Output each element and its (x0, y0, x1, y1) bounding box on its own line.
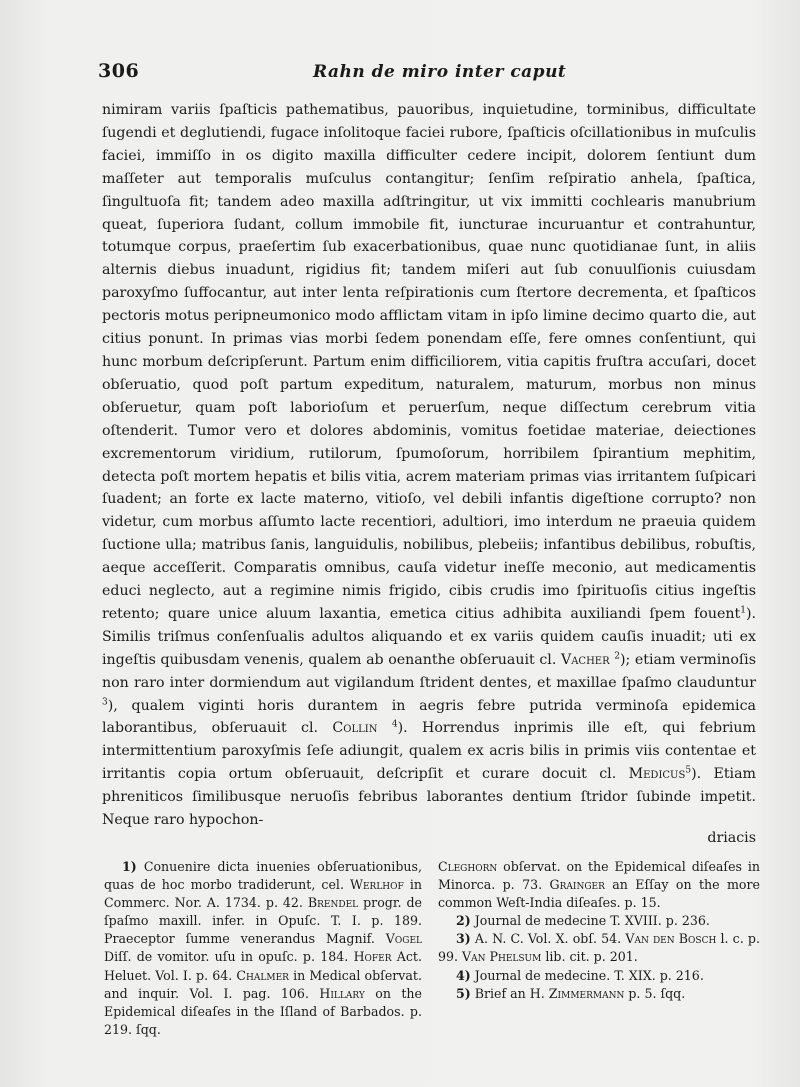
footnote-text: progr. de ſpaſmo maxill. infer. in Opuſc. T. I. p. 189. Praeceptor ſumme venerandus Magnif. (104, 895, 422, 947)
footnote-text: Act. Heluet. Vol. I. p. 64. (104, 949, 422, 983)
footnote-ref: 1 (740, 605, 746, 616)
author-name: Hillary (319, 985, 365, 1001)
author-name: Van den Bosch (625, 931, 717, 947)
footnote-ref: 3 (102, 696, 108, 707)
footnote-3 (438, 930, 760, 966)
footnote-text: Journal de medecine T. XVIII. p. 236. (474, 913, 710, 929)
main-text (102, 99, 756, 832)
footnote-text: on the Epidemical diſeaſes in the Iſland of Barbados. p. 219. ſqq. (104, 985, 422, 1037)
footnote-text: Diſſ. de vomitor. uſu in opuſc. p. 184. (104, 949, 349, 965)
footnote-4 (438, 967, 760, 985)
footnote-number: 3) (456, 931, 471, 947)
text-segment: ). Etiam phreniticos ſimilibusque neruoſis febribus laborantes dentium ſtridor ſubinde impetit. Neque raro hypochon- (102, 766, 756, 829)
author-name: Cleghorn (438, 859, 498, 874)
footnote-text: an Eſſay on the more common Weſt-India diſeaſes. p. 15. (438, 877, 760, 911)
author-name: Medicus (628, 766, 686, 783)
author-name: Brendel (307, 895, 359, 911)
footnote-text: l. c. p. 99. (438, 931, 760, 965)
page-number: 306 (98, 60, 140, 82)
footnote-1 (104, 858, 422, 1039)
footnote-1-continued (438, 858, 760, 912)
author-name: Werlhof (350, 877, 404, 893)
text-segment: ); etiam verminoſis non raro inter dormiendum aut vigilandum ſtrident dentes, et maxillae ſpaſmo clauduntur (102, 651, 756, 691)
footnote-text: lib. cit. p. 201. (545, 949, 638, 965)
footnote-text: A. N. C. Vol. X. obſ. 54. (474, 931, 622, 947)
running-title: Rahn de miro inter caput (313, 62, 567, 82)
author-name: Vogel (385, 931, 422, 947)
footnote-ref: 4 (391, 719, 398, 730)
text-segment: ), qualem viginti horis durantem in aegris febre putrida verminoſa epidemica laborantibus, obſeruauit cl. (102, 697, 756, 737)
footnotes-right-column (438, 858, 760, 1003)
footnote-2 (438, 912, 760, 930)
footnote-number: 5) (456, 985, 471, 1001)
footnote-text: in Medical obſervat. and inquir. Vol. I. pag. 106. (104, 967, 422, 1001)
footnotes-left-column (104, 858, 422, 1039)
page-header (98, 60, 758, 86)
text-segment: ). Horrendus inprimis ille eſt, qui febrium intermittentium paroxyſmis ſeſe adiungit, qualem ex acris bilis in primis viis contentae et irritantis copia ortum obſeruauit, deſcripſit et curare docuit cl. (102, 720, 756, 783)
text-segment: ). Similis triſmus conſenſualis adultos aliquando et ex variis quidem cauſis inuadit; uti ex ingeſtis quibusdam venenis, qualem ab oenanthe obſeruauit cl. (102, 605, 756, 668)
footnote-5 (438, 985, 760, 1003)
author-name: Zimmermann (548, 985, 625, 1001)
footnote-text: obſervat. on the Epidemical diſeaſes in Minorca. p. 73. (438, 859, 760, 893)
footnotes (104, 858, 764, 1058)
text-segment: nimiram variis ſpaſticis pathematibus, pauoribus, inquietudine, torminibus, difficultate ſugendi et deglutiendi, fugace inſolitoque faciei rubore, ſpaſticis oſcillationibus in muſculis faciei, immiſſo in os digito maxilla difficulter cedere incipit, dolorem ſentiunt dum maſſeter aut temporalis muſculus contangitur; ſenſim reſpiratio anhela, ſpaſtica, ſingultuoſa fit; tandem adeo maxilla adſtringitur, ut vix immitti cochlearis manubrium queat, ſuperiora ſudant, collum immobile fit, iuncturae incuruantur et contrahuntur, totumque corpus, praeſertim ſub exacerbationibus, quae nunc quotidianae ſunt, in aliis alternis diebus inuadunt, rigidius fit; tandem miſeri aut ſub conuulſionis cuiusdam paroxyſmo ſuffocantur, aut inter lenta reſpirationis cum ſtertore decrementa, et ſpaſticos pectoris motus peripneumonico modo afflictam vitam in ipſo limine decimo quarto die, aut citius ponunt. In primas vias morbi ſedem ponendam eſſe, fere omnes conſentiunt, qui hunc morbum deſcripſerunt. Partum enim difficiliorem, vitia capitis fruſtra accuſari, docet obſeruatio, quod poſt partum expeditum, naturalem, maturum, morbus non minus obſeruetur, quam poſt laborioſum et peruerſum, neque diſſectum cerebrum vitia oſtenderit. Tumor vero et dolores abdominis, vomitus foetidae materiae, deiectiones excrementorum viridium, rutilorum, ſpumoſorum, horribilem ſpirantium mephitim, detecta poſt mortem hepatis et bilis vitia, acrem materiam primas vias irritantem ſuſpicari ſuadent; an forte ex lacte materno, vitioſo, vel debili infantis digeſtione corrupto? non videtur, cum morbus aſſumto lacte recentiori, adultiori, imo interdum ne praeuia quidem ſuctione ulla; matribus ſanis, languidulis, nobilibus, plebeiis; infantibus debilibus, robuſtis, aeque acceſſerit. Comparatis omnibus, cauſa videtur ineſſe meconio, aut medicamentis educi neglecto, aut a regimine nimis frigido, cibis crudis imo ſpirituoſis citius ingeſtis retento; quare unice aluum laxantia, emetica citius adhibita auxiliandi ſpem fouent (102, 102, 756, 622)
footnote-number: 2) (456, 913, 471, 929)
catchword: driacis (707, 830, 756, 846)
footnote-text: in Commerc. Nor. A. 1734. p. 42. (104, 877, 422, 911)
author-name: Chalmer (236, 967, 289, 983)
author-name: Collin (332, 720, 378, 737)
author-name: Vacher (560, 651, 610, 668)
author-name: Hofer (353, 949, 392, 965)
footnote-text: Journal de medecine. T. XIX. p. 216. (474, 967, 704, 983)
footnote-number: 1) (122, 859, 137, 874)
footnote-number: 4) (456, 967, 471, 983)
footnote-text: Brief an H. (474, 985, 545, 1001)
footnote-ref: 2 (614, 651, 620, 662)
footnote-ref: 5 (685, 765, 692, 776)
author-name: Grainger (549, 877, 605, 893)
footnote-text: Conuenire dicta inuenies obſeruationibus, quas de hoc morbo tradiderunt, cel. (104, 859, 422, 893)
author-name: Van Phelsum (462, 949, 542, 965)
footnote-text: p. 5. ſqq. (628, 985, 686, 1001)
